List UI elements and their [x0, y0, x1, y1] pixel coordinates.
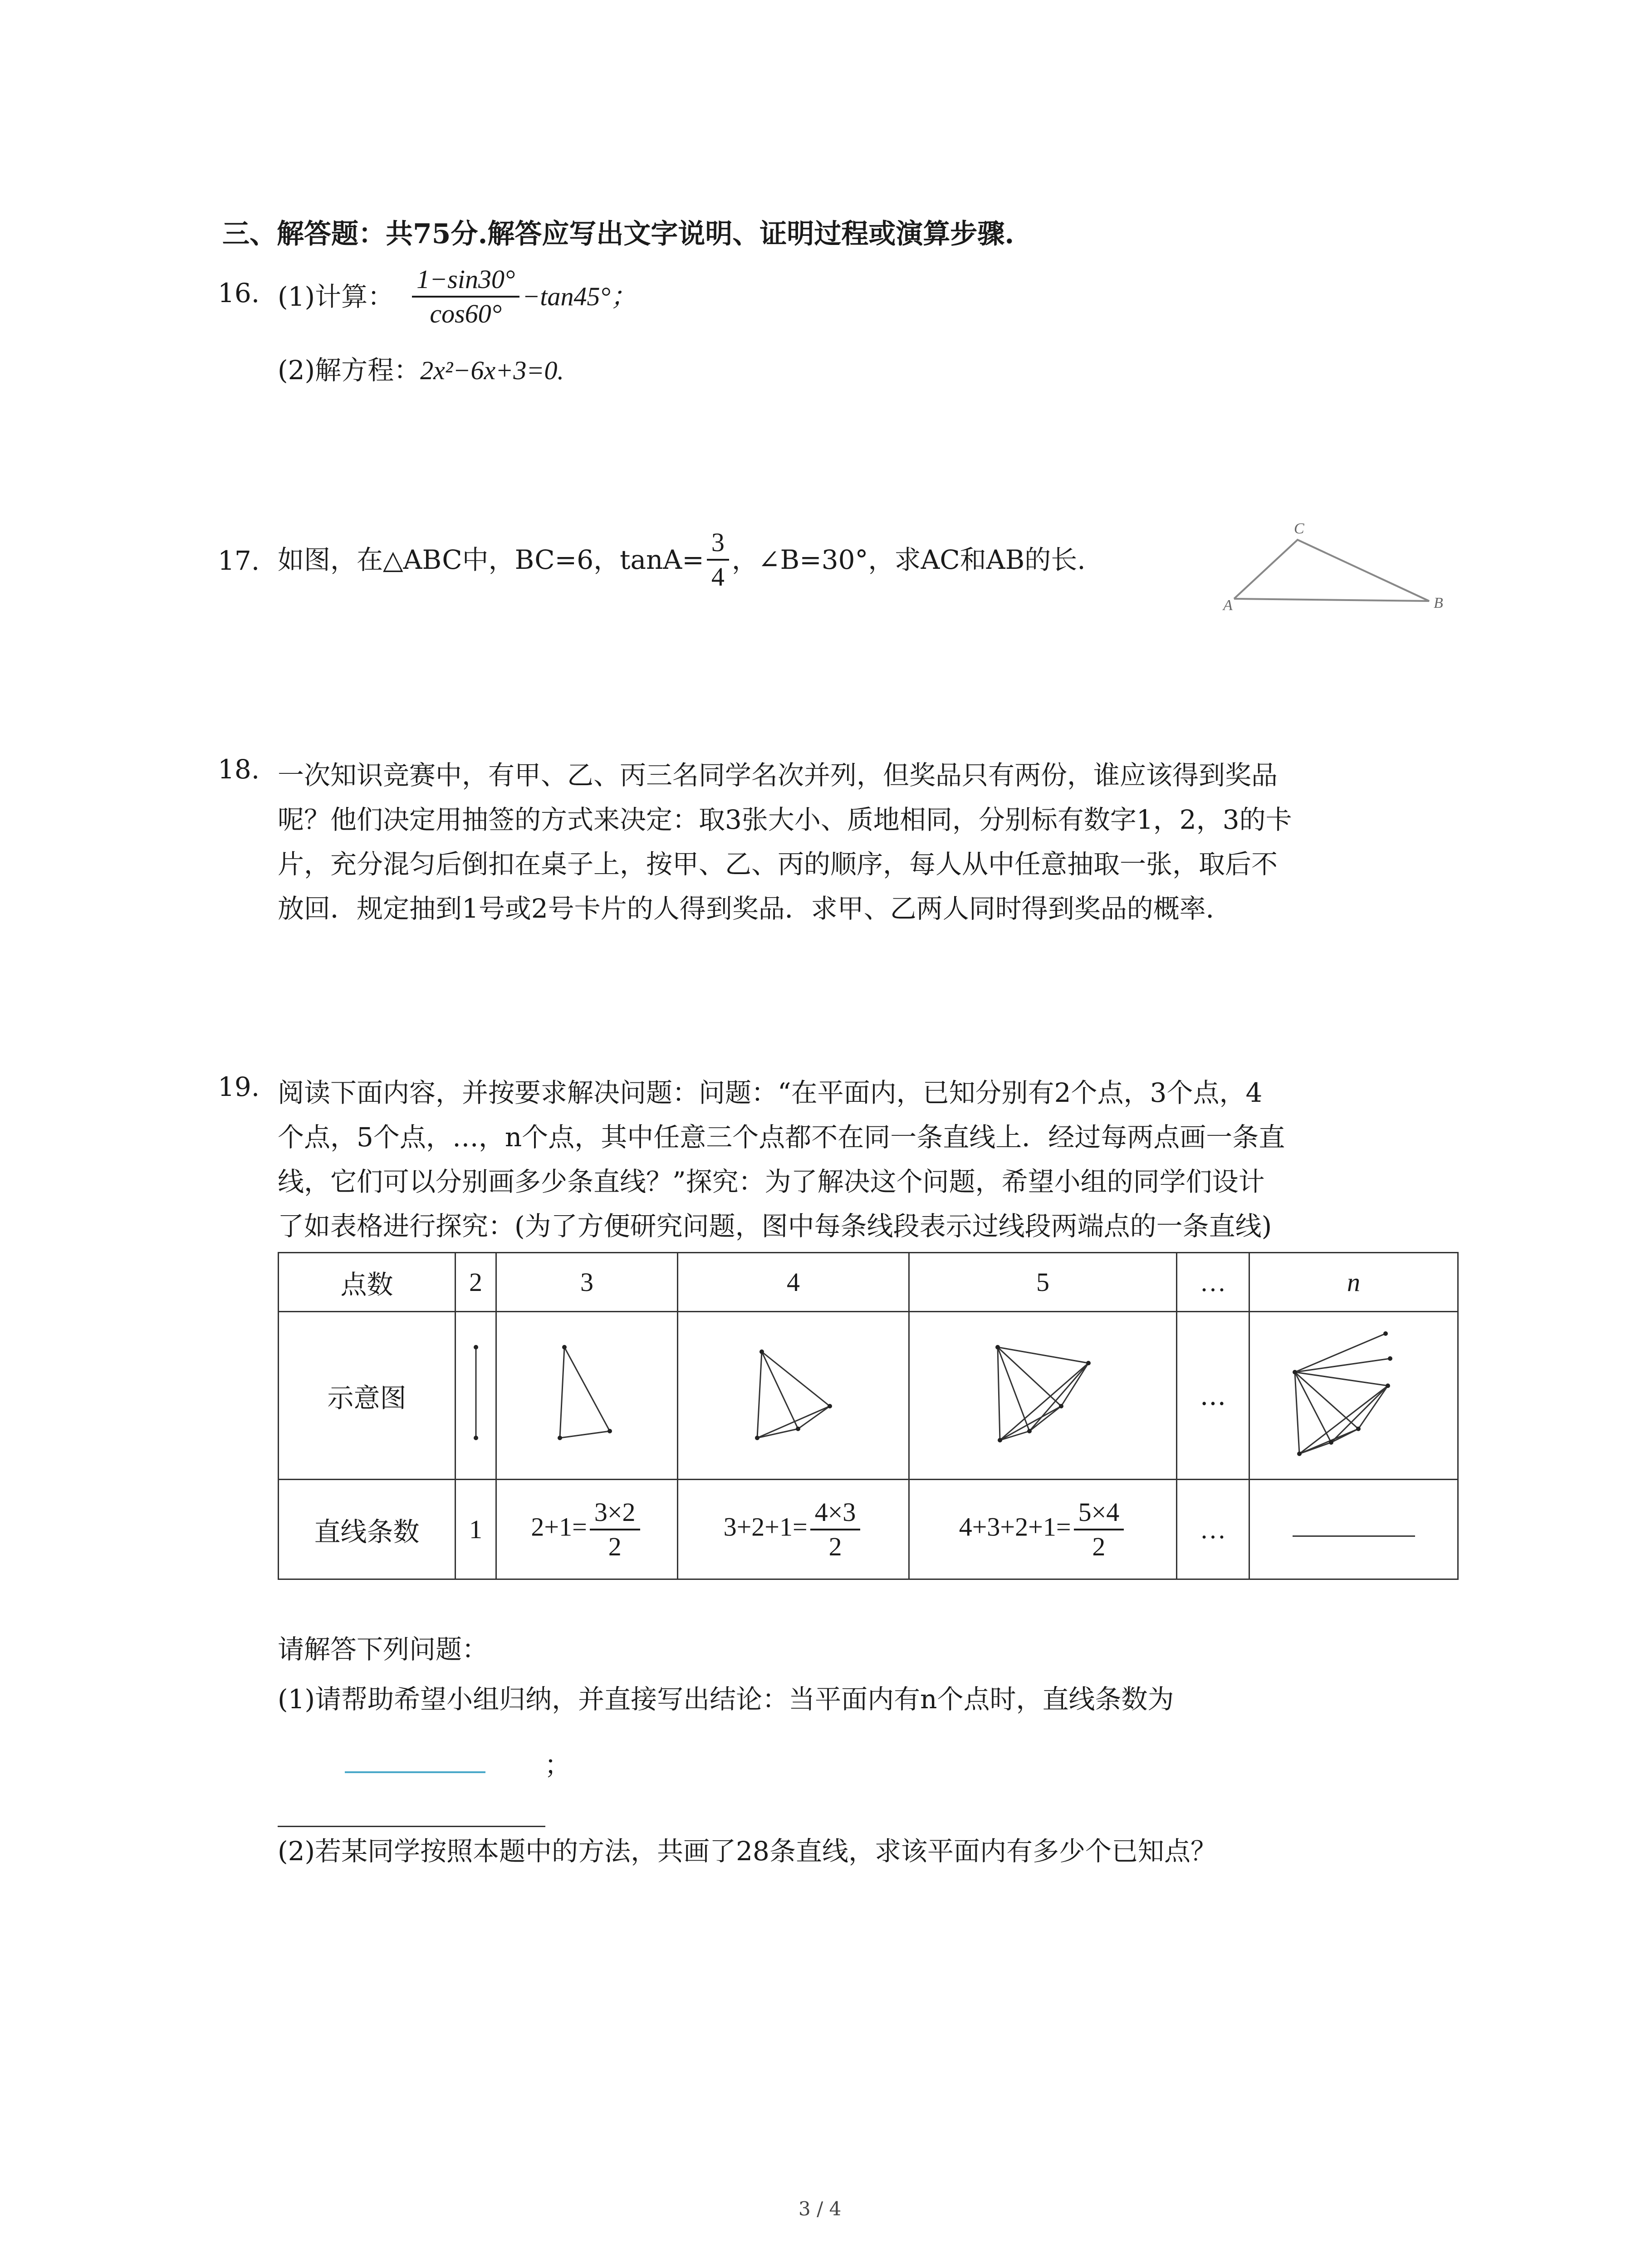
- diagram-4-points-figure: [744, 1334, 843, 1452]
- count-4: [678, 1480, 909, 1579]
- q19-part1-rule: [278, 1826, 545, 1827]
- q19-body: [278, 1070, 1285, 1248]
- q18-line-2: 呢？他们决定用抽签的方式来决定：取3张大小、质地相同，分别标有数字1，2，3的卡: [278, 804, 1292, 835]
- count-5-num: 5×4: [1074, 1496, 1124, 1530]
- diagram-ellipsis: …: [1177, 1312, 1249, 1480]
- q17-number: 17.: [218, 545, 260, 576]
- q16-equation: 2x²−6x+3=0.: [420, 356, 564, 385]
- diagram-n-points-figure: [1277, 1320, 1431, 1465]
- q16-part2: [278, 354, 564, 387]
- q17-frac-num: 3: [707, 526, 729, 561]
- q16-part1-prefix: (1)计算：: [278, 281, 394, 312]
- q16-part1-suffix: −tan45°；: [522, 282, 637, 311]
- q18-line-4: 放回．规定抽到1号或2号卡片的人得到奖品．求甲、乙两人同时得到奖品的概率．: [278, 893, 1232, 924]
- points-2: 2: [456, 1253, 496, 1312]
- count-5-den: 2: [1092, 1531, 1106, 1561]
- row-diagram: [279, 1312, 1458, 1480]
- diagram-3-points-figure: [546, 1334, 628, 1452]
- q19-line-1: 阅读下面内容，并按要求解决问题：问题：“在平面内，已知分别有2个点，3个点，4: [278, 1077, 1263, 1108]
- q18-line-3: 片，充分混匀后倒扣在桌子上，按甲、乙、丙的顺序，每人从中任意抽取一张，取后不: [278, 849, 1278, 880]
- q19-number: 19.: [218, 1071, 260, 1102]
- q17-frac-den: 4: [711, 562, 725, 591]
- count-3-prefix: 2+1=: [531, 1511, 587, 1541]
- diagram-2-points-figure: [467, 1334, 485, 1452]
- q19-line-2: 个点，5个点，…，n个点，其中任意三个点都不在同一条直线上．经过每两点画一条直: [278, 1122, 1285, 1153]
- q16-number: 16.: [218, 278, 260, 308]
- count-3: [496, 1480, 678, 1579]
- header-line-count: 直线条数: [279, 1480, 456, 1579]
- q19-part1: (1)请帮助希望小组归纳，并直接写出结论：当平面内有n个点时，直线条数为: [278, 1684, 1174, 1715]
- count-n-blank: [1249, 1480, 1458, 1579]
- q19-line-4: 了如表格进行探究：(为了方便研究问题，图中每条线段表示过线段两端点的一条直线): [278, 1211, 1272, 1242]
- count-ellipsis: …: [1177, 1480, 1249, 1579]
- q18-number: 18.: [218, 754, 260, 785]
- q19-part1-end: ；: [544, 1750, 571, 1780]
- count-3-den: 2: [608, 1531, 622, 1561]
- row-line-count: [279, 1480, 1458, 1579]
- section-title: 三、解答题：共75分.解答应写出文字说明、证明过程或演算步骤.: [222, 218, 1014, 250]
- exploration-table: [278, 1252, 1459, 1580]
- q19-after-table: 请解答下列问题：: [278, 1634, 489, 1665]
- q18-body: [278, 753, 1292, 931]
- q17-fraction: [707, 526, 729, 593]
- count-3-fraction: [590, 1496, 640, 1563]
- q16-frac-num: 1−sin30°: [412, 263, 519, 298]
- q18-line-1: 一次知识竞赛中，有甲、乙、丙三名同学名次并列，但奖品只有两份，谁应该得到奖品: [278, 760, 1278, 791]
- diagram-5-points-figure: [980, 1334, 1107, 1452]
- count-4-num: 4×3: [810, 1496, 861, 1530]
- label-c: C: [1294, 520, 1304, 537]
- points-3: 3: [496, 1253, 678, 1312]
- triangle-abc-figure: [1207, 517, 1461, 617]
- count-4-prefix: 3+2+1=: [723, 1511, 808, 1541]
- count-n-answer-line: [1293, 1535, 1415, 1537]
- count-2: 1: [456, 1480, 496, 1579]
- count-3-num: 3×2: [590, 1496, 640, 1530]
- points-ellipsis: …: [1177, 1253, 1249, 1312]
- header-point-count: 点数: [279, 1253, 456, 1312]
- q19-part2: (2)若某同学按照本题中的方法，共画了28条直线，求该平面内有多少个已知点？: [278, 1836, 1217, 1867]
- q17-text-prefix: 如图，在△ABC中，BC=6，tanA=: [278, 544, 704, 575]
- q19-line-3: 线，它们可以分别画多少条直线？”探究：为了解决这个问题，希望小组的同学们设计: [278, 1166, 1265, 1197]
- q16-part1: [278, 263, 637, 330]
- q16-fraction: [412, 263, 519, 330]
- triangle-abc-lines: [1234, 540, 1429, 601]
- count-5-fraction: [1074, 1496, 1124, 1563]
- points-4: 4: [678, 1253, 909, 1312]
- count-4-fraction: [810, 1496, 861, 1563]
- page-number: 3 / 4: [798, 2198, 842, 2220]
- count-4-den: 2: [828, 1531, 842, 1561]
- q16-part2-prefix: (2)解方程：: [278, 355, 421, 386]
- points-n: n: [1249, 1253, 1458, 1312]
- diagram-4: [678, 1312, 909, 1480]
- diagram-5: [909, 1312, 1177, 1480]
- q19-part1-answer-blank[interactable]: [345, 1771, 485, 1773]
- q17-text: [278, 526, 1086, 593]
- points-5: 5: [909, 1253, 1177, 1312]
- q16-frac-den: cos60°: [430, 299, 502, 328]
- diagram-3: [496, 1312, 678, 1480]
- label-a: A: [1223, 597, 1233, 614]
- q17-text-suffix: ，∠B=30°，求AC和AB的长.: [731, 544, 1086, 575]
- label-b: B: [1434, 595, 1443, 611]
- diagram-n: [1249, 1312, 1458, 1480]
- row-point-count: [279, 1253, 1458, 1312]
- count-5: [909, 1480, 1177, 1579]
- count-5-prefix: 4+3+2+1=: [959, 1511, 1071, 1541]
- diagram-2: [456, 1312, 496, 1480]
- header-diagram: 示意图: [279, 1312, 456, 1480]
